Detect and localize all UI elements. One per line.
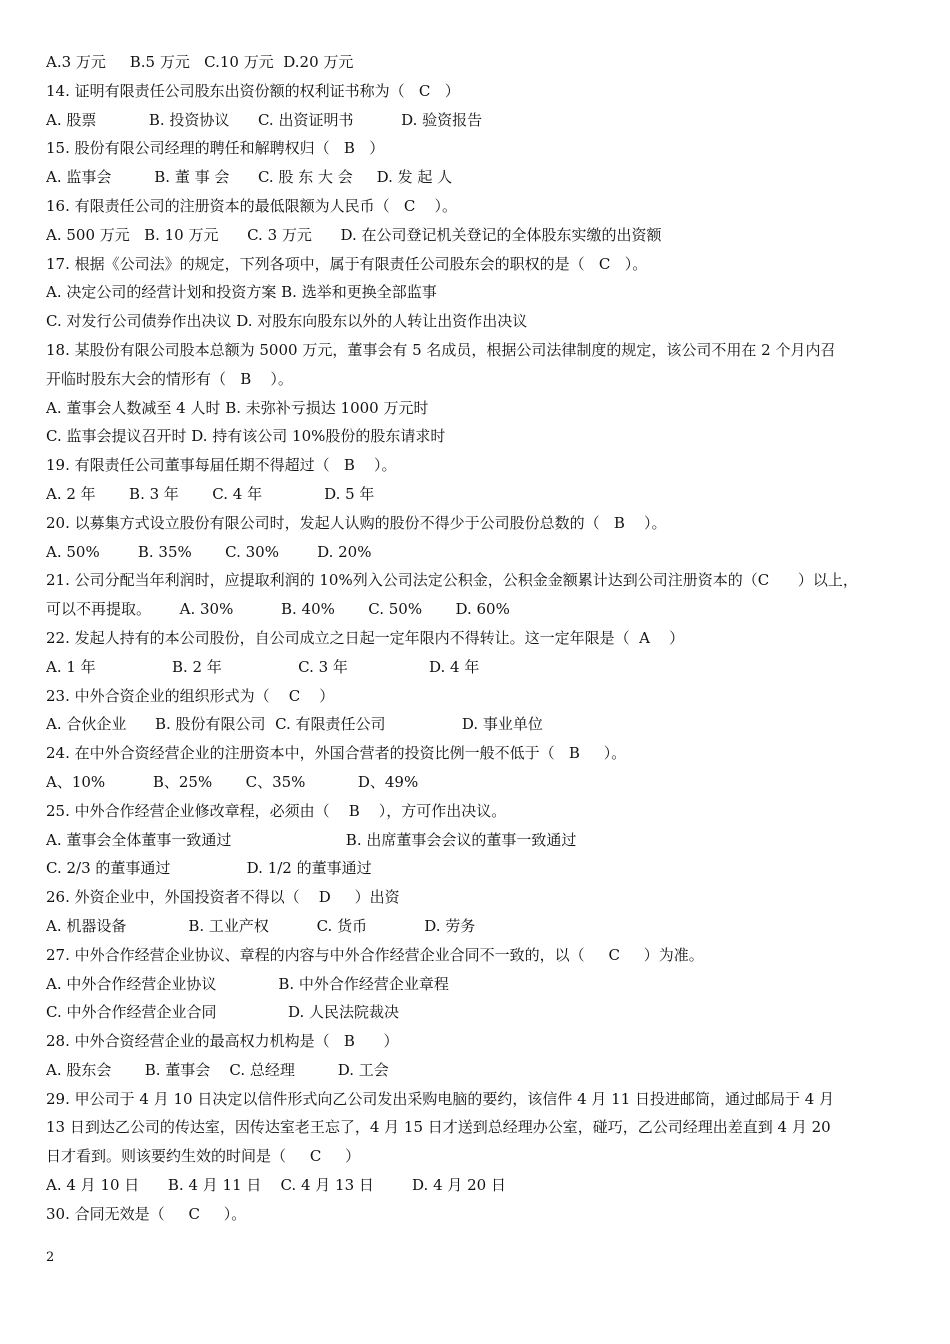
- options-23: A. 合伙企业 B. 股份有限公司 C. 有限责任公司 D. 事业单位: [46, 715, 543, 734]
- question-29: 29. 甲公司于 4 月 10 日决定以信件形式向乙公司发出采购电脑的要约，该信件 4 月 11 日投进邮筒，通过邮局于 4 月: [46, 1089, 835, 1108]
- options-25-ab: A. 董事会全体董事一致通过 B. 出席董事会会议的董事一致通过: [46, 830, 577, 849]
- options-17-cd: C. 对发行公司债券作出决议 D. 对股东向股东以外的人转让出资作出决议: [46, 312, 528, 331]
- document-body: [46, 48, 908, 1229]
- question-21-cont: 可以不再提取。 A. 30% B. 40% C. 50% D. 60%: [46, 600, 510, 619]
- options-25-cd: C. 2/3 的董事通过 D. 1/2 的董事通过: [46, 859, 372, 878]
- question-29-cont: 13 日到达乙公司的传达室，因传达室老王忘了，4 月 15 日才送到总经理办公室，碰巧，乙公司经理出差直到 4 月 20: [46, 1118, 831, 1137]
- question-18-cont: 开临时股东大会的情形有（ B ）。: [46, 369, 293, 388]
- text-line-1: A.3 万元 B.5 万元 C.10 万元 D.20 万元: [46, 53, 354, 71]
- question-17: 17. 根据《公司法》的规定，下列各项中，属于有限责任公司股东会的职权的是（ C ）。: [46, 254, 648, 273]
- question-14: 14. 证明有限责任公司股东出资份额的权利证书称为（ C ）: [46, 81, 460, 100]
- question-25: 25. 中外合作经营企业修改章程，必须由（ B ），方可作出决议。: [46, 801, 507, 820]
- options-18-ab: A. 董事会人数减至 4 人时 B. 未弥补亏损达 1000 万元时: [46, 398, 429, 417]
- question-29-cont-2: 日才看到。则该要约生效的时间是（ C ）: [46, 1147, 361, 1166]
- question-21: 21. 公司分配当年利润时，应提取利润的 10%列入公司法定公积金，公积金金额累计达到公司注册资本的（C ）以上，: [46, 571, 858, 590]
- options-14: A. 股票 B. 投资协议 C. 出资证明书 D. 验资报告: [46, 110, 483, 129]
- options-22: A. 1 年 B. 2 年 C. 3 年 D. 4 年: [46, 657, 480, 676]
- question-30: 30. 合同无效是（ C ）。: [46, 1204, 247, 1223]
- question-16: 16. 有限责任公司的注册资本的最低限额为人民币（ C ）。: [46, 196, 457, 215]
- question-20: 20. 以募集方式设立股份有限公司时，发起人认购的股份不得少于公司股份总数的（ B ）。: [46, 513, 667, 532]
- page-number: 2: [46, 1250, 55, 1265]
- options-26: A. 机器设备 B. 工业产权 C. 货币 D. 劳务: [46, 916, 476, 935]
- options-29: A. 4 月 10 日 B. 4 月 11 日 C. 4 月 13 日 D. 4 月 20 日: [46, 1176, 506, 1195]
- question-23: 23. 中外合资企业的组织形式为（ C ）: [46, 686, 335, 705]
- options-19: A. 2 年 B. 3 年 C. 4 年 D. 5 年: [46, 484, 375, 503]
- question-27: 27. 中外合作经营企业协议、章程的内容与中外合作经营企业合同不一致的，以（ C ）为准。: [46, 945, 704, 964]
- options-16: A. 500 万元 B. 10 万元 C. 3 万元 D. 在公司登记机关登记的全体股东实缴的出资额: [46, 225, 662, 244]
- options-28: A. 股东会 B. 董事会 C. 总经理 D. 工会: [46, 1060, 389, 1079]
- options-24: A、10% B、25% C、35% D、49%: [46, 772, 419, 791]
- question-22: 22. 发起人持有的本公司股份，自公司成立之日起一定年限内不得转让。这一定年限是（ A ）: [46, 628, 685, 647]
- options-20: A. 50% B. 35% C. 30% D. 20%: [46, 542, 372, 561]
- options-18-cd: C. 监事会提议召开时 D. 持有该公司 10%股份的股东请求时: [46, 427, 446, 446]
- question-18: 18. 某股份有限公司股本总额为 5000 万元，董事会有 5 名成员，根据公司法律制度的规定，该公司不用在 2 个月内召: [46, 340, 836, 359]
- question-24: 24. 在中外合资经营企业的注册资本中，外国合营者的投资比例一般不低于（ B ）。: [46, 744, 627, 763]
- question-15: 15. 股份有限公司经理的聘任和解聘权归（ B ）: [46, 139, 385, 158]
- question-28: 28. 中外合资经营企业的最高权力机构是（ B ）: [46, 1032, 399, 1051]
- options-15: A. 监事会 B. 董 事 会 C. 股 东 大 会 D. 发 起 人: [46, 168, 453, 187]
- question-26: 26. 外资企业中，外国投资者不得以（ D ）出资: [46, 888, 400, 907]
- options-27-ab: A. 中外合作经营企业协议 B. 中外合作经营企业章程: [46, 974, 449, 993]
- options-27-cd: C. 中外合作经营企业合同 D. 人民法院裁决: [46, 1003, 400, 1022]
- question-19: 19. 有限责任公司董事每届任期不得超过（ B ）。: [46, 456, 397, 475]
- options-17-ab: A. 决定公司的经营计划和投资方案 B. 选举和更换全部监事: [46, 283, 437, 302]
